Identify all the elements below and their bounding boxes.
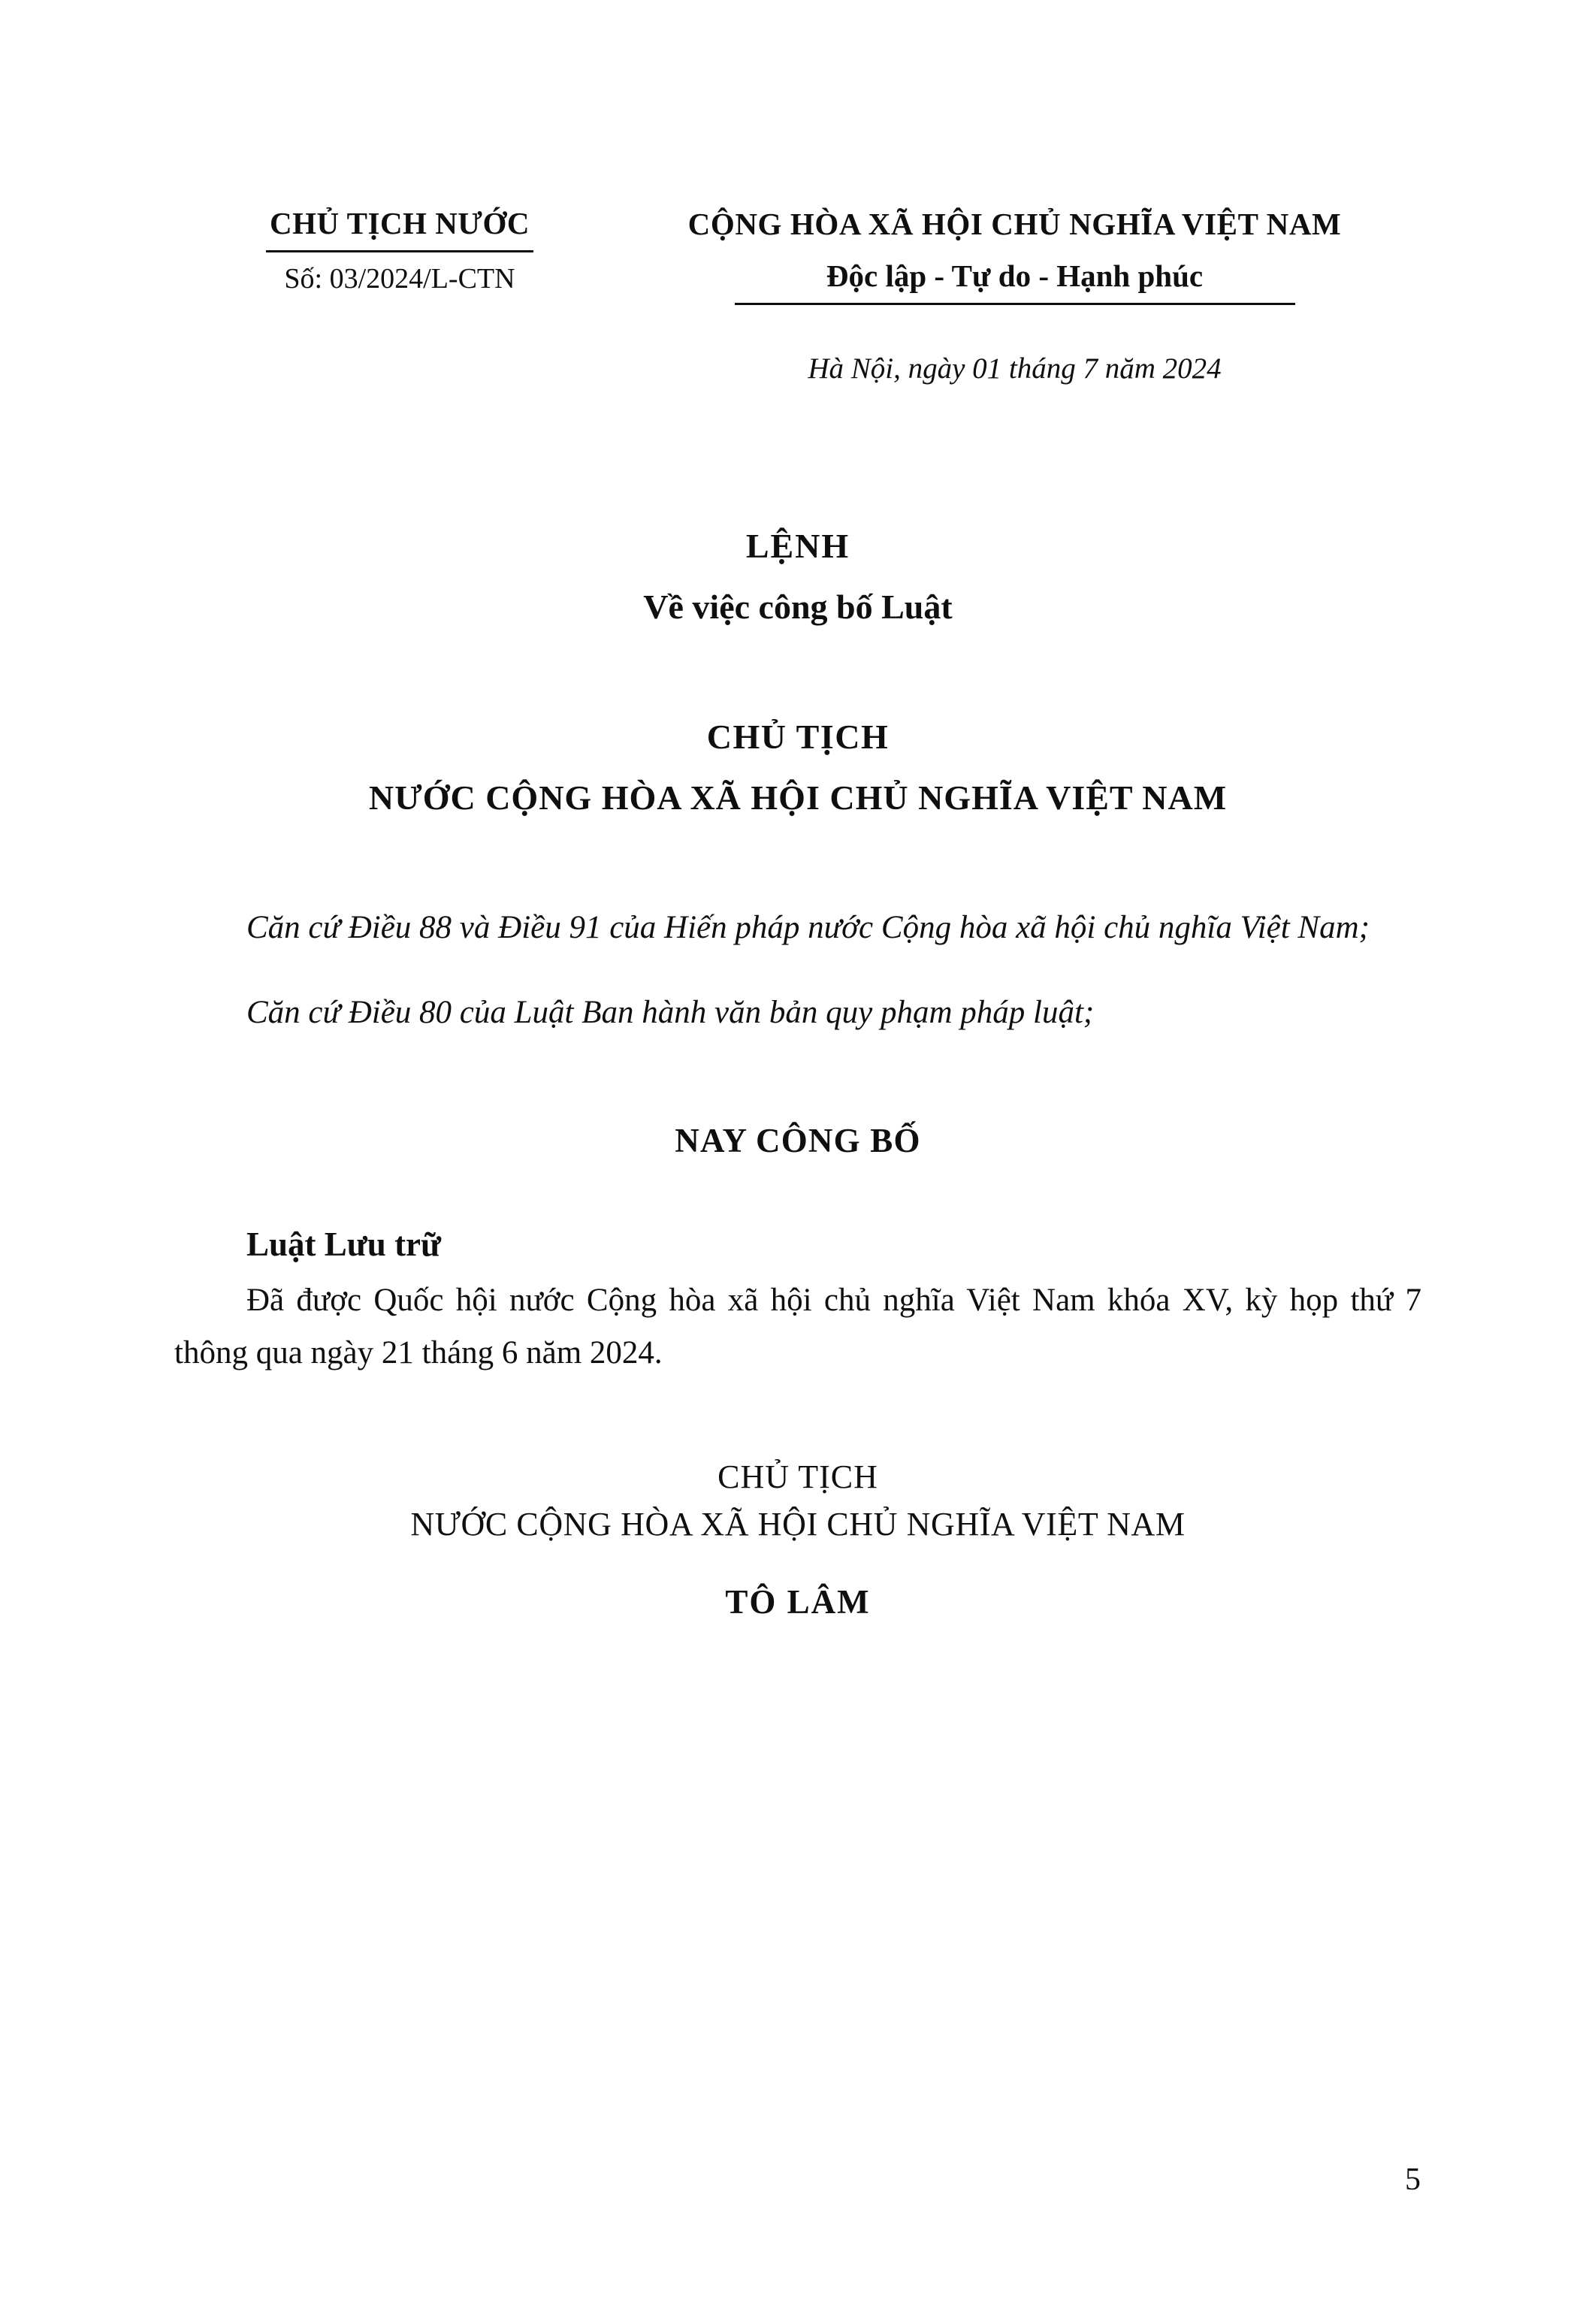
signer-name: TÔ LÂM xyxy=(725,1582,871,1621)
issuer-line-1: CHỦ TỊCH xyxy=(706,718,890,756)
header-left-block xyxy=(174,204,625,298)
document-type-title: LỆNH xyxy=(745,527,850,565)
authority-underline-divider xyxy=(266,250,533,252)
page-number: 5 xyxy=(1405,2162,1421,2197)
signer-title-line-1: CHỦ TỊCH xyxy=(717,1458,878,1495)
law-name: Luật Lưu trữ xyxy=(246,1225,442,1264)
issuer-line-2: NƯỚC CỘNG HÒA XÃ HỘI CHỦ NGHĨA VIỆT NAM xyxy=(368,778,1228,817)
document-subject: Về việc công bố Luật xyxy=(643,588,953,626)
document-body xyxy=(174,526,1421,1621)
national-motto: Độc lập - Tự do - Hạnh phúc xyxy=(826,258,1204,294)
preamble-paragraph-2: Căn cứ Điều 80 của Luật Ban hành văn bản quy phạm pháp luật; xyxy=(246,994,1095,1030)
signature-block xyxy=(174,1458,1421,1621)
header-right-block xyxy=(595,204,1592,385)
proclamation-heading: NAY CÔNG BỐ xyxy=(675,1122,921,1160)
national-motto-wrap xyxy=(595,244,1434,304)
signer-title-line-2: NƯỚC CỘNG HÒA XÃ HỘI CHỦ NGHĨA VIỆT NAM xyxy=(410,1505,1186,1543)
document-number: Số: 03/2024/L-CTN xyxy=(284,263,515,295)
place-and-date: Hà Nội, ngày 01 tháng 7 năm 2024 xyxy=(808,352,1222,385)
preamble-paragraph-1: Căn cứ Điều 88 và Điều 91 của Hiến pháp nước Cộng hòa xã hội chủ nghĩa Việt Nam; xyxy=(246,910,1370,945)
issuing-authority: CHỦ TỊCH NƯỚC xyxy=(270,206,530,240)
motto-underline-divider xyxy=(735,303,1295,305)
passage-paragraph: Đã được Quốc hội nước Cộng hòa xã hội chủ nghĩa Việt Nam khóa XV, kỳ họp thứ 7 thông qua ngày 21 tháng 6 năm 2024. xyxy=(174,1283,1421,1371)
document-header xyxy=(0,204,1592,385)
national-name: CỘNG HÒA XÃ HỘI CHỦ NGHĨA VIỆT NAM xyxy=(687,207,1342,241)
